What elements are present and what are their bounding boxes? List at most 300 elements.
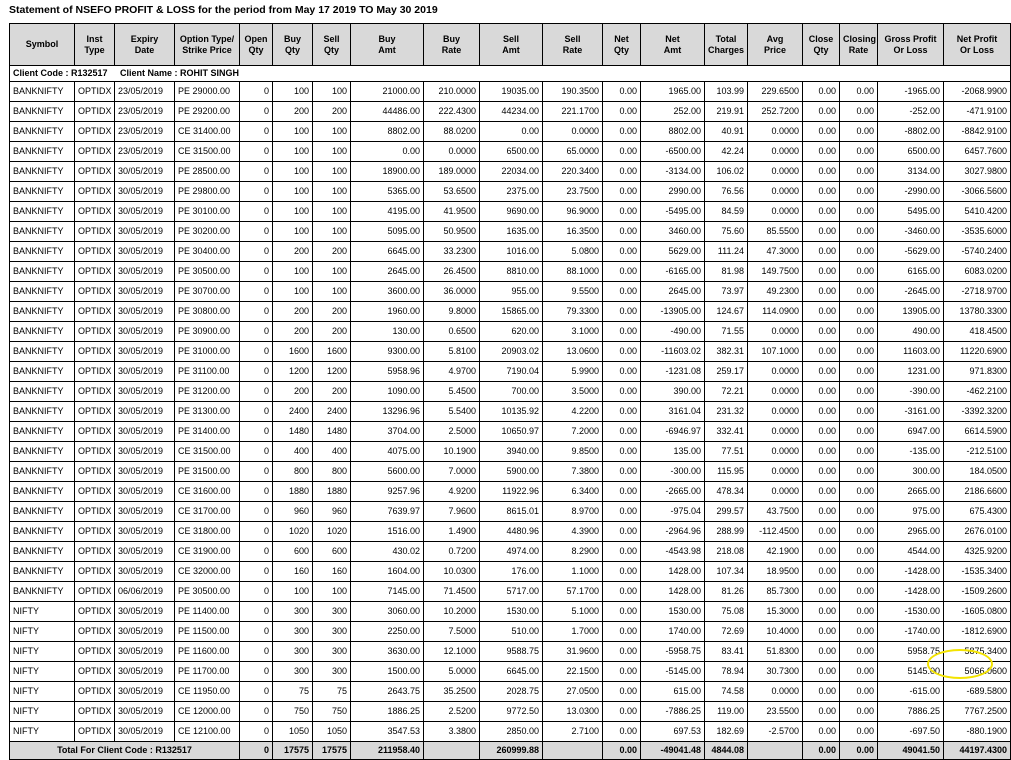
table-row (10, 402, 1011, 422)
table-cell: 51.8300 (748, 642, 803, 662)
table-cell: BANKNIFTY (10, 122, 75, 142)
table-cell: 100 (273, 182, 313, 202)
table-cell: BANKNIFTY (10, 322, 75, 342)
column-header (10, 24, 75, 66)
table-row (10, 482, 1011, 502)
table-cell: 0.00 (840, 262, 878, 282)
column-header (424, 24, 480, 66)
table-cell: 0 (240, 482, 273, 502)
table-cell: 77.51 (705, 442, 748, 462)
column-header (313, 24, 351, 66)
table-cell: 3600.00 (351, 282, 424, 302)
column-header-line: Qty (248, 44, 264, 55)
table-cell: 0.00 (840, 462, 878, 482)
table-cell: 0.00 (603, 242, 641, 262)
table-cell: 1480 (313, 422, 351, 442)
table-cell: 72.69 (705, 622, 748, 642)
table-cell: OPTIDX (75, 602, 115, 622)
table-cell: 30/05/2019 (115, 702, 175, 722)
table-cell: 0.00 (840, 442, 878, 462)
table-cell: 30/05/2019 (115, 502, 175, 522)
table-cell: 300 (273, 602, 313, 622)
client-name: Client Name : ROHIT SINGH (120, 68, 240, 78)
table-cell: 1530.00 (480, 602, 543, 622)
table-cell: 84.59 (705, 202, 748, 222)
header-row (10, 24, 1011, 66)
table-cell: 0.0000 (748, 202, 803, 222)
table-cell: 400 (313, 442, 351, 462)
table-cell: 0.0000 (748, 142, 803, 162)
table-cell: OPTIDX (75, 582, 115, 602)
table-cell: -11603.02 (641, 342, 705, 362)
table-cell: 100 (273, 202, 313, 222)
table-cell: 0.00 (840, 242, 878, 262)
table-cell: 7.3800 (543, 462, 603, 482)
table-cell: 8802.00 (641, 122, 705, 142)
total-label: Total For Client Code : R132517 (10, 742, 240, 760)
table-cell: 176.00 (480, 562, 543, 582)
table-row (10, 602, 1011, 622)
table-cell: 100 (273, 122, 313, 142)
table-cell: OPTIDX (75, 562, 115, 582)
table-cell: 30/05/2019 (115, 382, 175, 402)
table-cell: OPTIDX (75, 642, 115, 662)
table-row (10, 582, 1011, 602)
table-cell: 44234.00 (480, 102, 543, 122)
table-cell: NIFTY (10, 642, 75, 662)
table-cell: 23.7500 (543, 182, 603, 202)
table-cell: 5900.00 (480, 462, 543, 482)
table-row (10, 282, 1011, 302)
table-cell: 31.9600 (543, 642, 603, 662)
table-cell: 5629.00 (641, 242, 705, 262)
table-cell: 0.0000 (748, 322, 803, 342)
table-cell: 1050 (313, 722, 351, 742)
table-cell: -1535.3400 (944, 562, 1011, 582)
table-cell: PE 30500.00 (175, 582, 240, 602)
table-cell: 100 (273, 162, 313, 182)
table-cell: 7639.97 (351, 502, 424, 522)
table-cell: 221.1700 (543, 102, 603, 122)
table-cell: 119.00 (705, 702, 748, 722)
table-cell: 5.4500 (424, 382, 480, 402)
table-cell: 6645.00 (351, 242, 424, 262)
table-cell: -490.00 (641, 322, 705, 342)
table-cell: -8842.9100 (944, 122, 1011, 142)
table-cell: 0.00 (840, 102, 878, 122)
column-header (748, 24, 803, 66)
table-cell: 0.0000 (748, 382, 803, 402)
table-cell: OPTIDX (75, 82, 115, 102)
column-header (944, 24, 1011, 66)
table-cell: 0.00 (603, 562, 641, 582)
table-cell: 229.6500 (748, 82, 803, 102)
table-cell: 100 (273, 82, 313, 102)
table-cell: 22034.00 (480, 162, 543, 182)
table-cell: 0.00 (603, 502, 641, 522)
table-cell: NIFTY (10, 602, 75, 622)
table-cell: 0.00 (603, 122, 641, 142)
table-cell: -5740.2400 (944, 242, 1011, 262)
table-cell: 81.26 (705, 582, 748, 602)
table-cell: 0.00 (603, 462, 641, 482)
table-cell: -6946.97 (641, 422, 705, 442)
table-cell: -6500.00 (641, 142, 705, 162)
table-cell: 8.9700 (543, 502, 603, 522)
table-cell: -7886.25 (641, 702, 705, 722)
table-cell: 0.00 (840, 422, 878, 442)
table-cell: OPTIDX (75, 282, 115, 302)
table-cell: CE 31900.00 (175, 542, 240, 562)
table-cell: -2665.00 (641, 482, 705, 502)
table-cell: 0 (240, 442, 273, 462)
table-cell: PE 31500.00 (175, 462, 240, 482)
table-row (10, 542, 1011, 562)
table-cell: 106.02 (705, 162, 748, 182)
table-cell: 0.00 (840, 702, 878, 722)
table-cell: 2850.00 (480, 722, 543, 742)
table-cell: 9.5500 (543, 282, 603, 302)
table-cell: 1020 (273, 522, 313, 542)
column-header-line: Symbol (25, 39, 59, 49)
table-cell: 6947.00 (878, 422, 944, 442)
table-cell: 83.41 (705, 642, 748, 662)
table-cell: 6614.5900 (944, 422, 1011, 442)
table-cell: BANKNIFTY (10, 142, 75, 162)
table-cell: 10135.92 (480, 402, 543, 422)
table-cell: OPTIDX (75, 402, 115, 422)
table-cell: 1740.00 (641, 622, 705, 642)
table-cell: 107.34 (705, 562, 748, 582)
table-cell: 0.00 (803, 622, 840, 642)
table-cell: BANKNIFTY (10, 342, 75, 362)
table-cell: 0 (240, 462, 273, 482)
table-cell: OPTIDX (75, 502, 115, 522)
table-cell: 2990.00 (641, 182, 705, 202)
table-cell: 0.00 (603, 282, 641, 302)
table-cell: 30/05/2019 (115, 662, 175, 682)
table-cell: 5.9900 (543, 362, 603, 382)
table-cell: 1200 (313, 362, 351, 382)
table-row (10, 422, 1011, 442)
table-cell: PE 30700.00 (175, 282, 240, 302)
table-cell: 0.0000 (424, 142, 480, 162)
table-cell: PE 30400.00 (175, 242, 240, 262)
table-cell: 390.00 (641, 382, 705, 402)
table-cell: 1428.00 (641, 562, 705, 582)
table-cell: 13780.3300 (944, 302, 1011, 322)
table-cell: PE 30900.00 (175, 322, 240, 342)
table-cell: 74.58 (705, 682, 748, 702)
table-cell: 220.3400 (543, 162, 603, 182)
table-cell: 11603.00 (878, 342, 944, 362)
table-cell: 0.00 (803, 642, 840, 662)
table-cell: 0 (240, 142, 273, 162)
table-cell: 0.00 (840, 222, 878, 242)
table-cell: PE 31200.00 (175, 382, 240, 402)
table-cell: 675.4300 (944, 502, 1011, 522)
table-cell: 5875.3400 (944, 642, 1011, 662)
table-cell: 300 (313, 622, 351, 642)
table-cell: PE 28500.00 (175, 162, 240, 182)
table-cell: 0.0000 (543, 122, 603, 142)
column-header-line: Net (614, 33, 629, 44)
table-cell: PE 30500.00 (175, 262, 240, 282)
table-cell: BANKNIFTY (10, 502, 75, 522)
table-cell: 30/05/2019 (115, 522, 175, 542)
table-cell: 218.08 (705, 542, 748, 562)
table-cell: 9.8000 (424, 302, 480, 322)
table-cell: -1428.00 (878, 582, 944, 602)
table-cell: OPTIDX (75, 662, 115, 682)
column-header (75, 24, 115, 66)
table-row (10, 442, 1011, 462)
table-cell: 7.5000 (424, 622, 480, 642)
table-cell: OPTIDX (75, 522, 115, 542)
table-cell: -390.00 (878, 382, 944, 402)
table-cell: -2645.00 (878, 282, 944, 302)
table-cell: 0.00 (840, 542, 878, 562)
table-cell: 1600 (313, 342, 351, 362)
table-cell: -3161.00 (878, 402, 944, 422)
table-cell: 0.0000 (748, 362, 803, 382)
table-cell: PE 11600.00 (175, 642, 240, 662)
table-cell: 1516.00 (351, 522, 424, 542)
table-row (10, 142, 1011, 162)
table-cell: 0.00 (840, 622, 878, 642)
table-cell: 50.9500 (424, 222, 480, 242)
table-row (10, 182, 1011, 202)
table-cell: 0.00 (351, 142, 424, 162)
table-cell: 300 (273, 642, 313, 662)
table-row (10, 462, 1011, 482)
table-cell: PE 31400.00 (175, 422, 240, 442)
table-cell: 135.00 (641, 442, 705, 462)
table-cell: OPTIDX (75, 542, 115, 562)
table-cell: 0 (240, 522, 273, 542)
table-cell: BANKNIFTY (10, 242, 75, 262)
table-cell: 0.00 (840, 122, 878, 142)
table-cell: OPTIDX (75, 142, 115, 162)
table-cell: 0.00 (803, 102, 840, 122)
table-cell: 8810.00 (480, 262, 543, 282)
table-cell: 30/05/2019 (115, 362, 175, 382)
table-cell: 1604.00 (351, 562, 424, 582)
column-header-line: Date (134, 44, 155, 55)
table-cell: 30/05/2019 (115, 282, 175, 302)
table-cell: 200 (273, 382, 313, 402)
table-cell: 30/05/2019 (115, 342, 175, 362)
table-cell: 19035.00 (480, 82, 543, 102)
table-cell: 190.3500 (543, 82, 603, 102)
table-cell: 10.4000 (748, 622, 803, 642)
table-cell: 114.0900 (748, 302, 803, 322)
table-cell: 9690.00 (480, 202, 543, 222)
table-cell: 0 (240, 622, 273, 642)
column-header-line: Sell (323, 33, 340, 44)
table-cell: 4480.96 (480, 522, 543, 542)
table-cell: 418.4500 (944, 322, 1011, 342)
total-sell-qty: 17575 (313, 742, 351, 760)
table-cell: 0.00 (803, 522, 840, 542)
table-cell: 0 (240, 662, 273, 682)
table-cell: 0.00 (803, 542, 840, 562)
table-cell: -135.00 (878, 442, 944, 462)
table-row (10, 562, 1011, 582)
table-cell: 13.0600 (543, 342, 603, 362)
table-cell: 0 (240, 722, 273, 742)
table-cell: 11220.6900 (944, 342, 1011, 362)
table-cell: OPTIDX (75, 222, 115, 242)
table-cell: -5958.75 (641, 642, 705, 662)
table-row (10, 262, 1011, 282)
table-cell: 7886.25 (878, 702, 944, 722)
table-cell: 12.1000 (424, 642, 480, 662)
table-cell: 478.34 (705, 482, 748, 502)
table-cell: 750 (313, 702, 351, 722)
table-row (10, 662, 1011, 682)
table-cell: 0 (240, 542, 273, 562)
table-cell: -252.00 (878, 102, 944, 122)
table-cell: 0.00 (803, 582, 840, 602)
table-cell: 0.00 (603, 602, 641, 622)
table-cell: -462.2100 (944, 382, 1011, 402)
table-cell: 103.99 (705, 82, 748, 102)
table-cell: 0.0000 (748, 122, 803, 142)
table-cell: 231.32 (705, 402, 748, 422)
table-cell: 15865.00 (480, 302, 543, 322)
table-cell: CE 12100.00 (175, 722, 240, 742)
table-cell: 30/05/2019 (115, 222, 175, 242)
table-cell: -1509.2600 (944, 582, 1011, 602)
table-cell: 300.00 (878, 462, 944, 482)
table-cell: 0.00 (840, 582, 878, 602)
table-cell: 0.00 (603, 342, 641, 362)
total-gross-pl: 49041.50 (878, 742, 944, 760)
table-cell: 2965.00 (878, 522, 944, 542)
table-row (10, 342, 1011, 362)
table-cell: 30/05/2019 (115, 442, 175, 462)
report-title: Statement of NSEFO PROFIT & LOSS for the period from May 17 2019 TO May 30 2019 (9, 4, 438, 16)
table-cell: 22.1500 (543, 662, 603, 682)
table-cell: 0 (240, 282, 273, 302)
table-cell: 21000.00 (351, 82, 424, 102)
table-cell: 3630.00 (351, 642, 424, 662)
table-cell: 11922.96 (480, 482, 543, 502)
table-row (10, 362, 1011, 382)
table-cell: CE 31800.00 (175, 522, 240, 542)
column-header-line: Avg (766, 33, 784, 44)
table-cell: 47.3000 (748, 242, 803, 262)
table-cell: 5958.75 (878, 642, 944, 662)
total-close-qty: 0.00 (803, 742, 840, 760)
table-cell: 0.00 (803, 162, 840, 182)
table-cell: 0.00 (603, 682, 641, 702)
table-cell: 20903.02 (480, 342, 543, 362)
table-cell: -1231.08 (641, 362, 705, 382)
table-cell: 0.00 (803, 122, 840, 142)
table-cell: -1428.00 (878, 562, 944, 582)
column-header-line: Closing (843, 33, 876, 44)
table-cell: OPTIDX (75, 162, 115, 182)
table-cell: 189.0000 (424, 162, 480, 182)
table-cell: -1605.0800 (944, 602, 1011, 622)
table-cell: 1965.00 (641, 82, 705, 102)
table-cell: 9257.96 (351, 482, 424, 502)
table-cell: 0 (240, 222, 273, 242)
column-header (840, 24, 878, 66)
table-cell: 0.00 (803, 722, 840, 742)
total-sell-rate (543, 742, 603, 760)
table-cell: 2028.75 (480, 682, 543, 702)
table-cell: 200 (273, 102, 313, 122)
table-cell: 100 (313, 122, 351, 142)
table-cell: 0.00 (840, 162, 878, 182)
table-cell: 149.7500 (748, 262, 803, 282)
table-cell: BANKNIFTY (10, 482, 75, 502)
table-cell: 30/05/2019 (115, 622, 175, 642)
table-cell: 620.00 (480, 322, 543, 342)
column-header-line: Qty (613, 44, 629, 55)
table-cell: 182.69 (705, 722, 748, 742)
column-header-line: Amt (663, 44, 682, 55)
table-cell: 1635.00 (480, 222, 543, 242)
table-cell: 5.0000 (424, 662, 480, 682)
table-cell: 0.00 (603, 702, 641, 722)
table-cell: 750 (273, 702, 313, 722)
table-cell: 0.00 (840, 402, 878, 422)
table-cell: 30/05/2019 (115, 402, 175, 422)
table-cell: 3.3800 (424, 722, 480, 742)
table-cell: OPTIDX (75, 322, 115, 342)
table-cell: 65.0000 (543, 142, 603, 162)
table-cell: 0.00 (480, 122, 543, 142)
table-cell: OPTIDX (75, 342, 115, 362)
table-cell: -13905.00 (641, 302, 705, 322)
table-cell: 5495.00 (878, 202, 944, 222)
table-cell: 0.00 (603, 222, 641, 242)
table-cell: 100 (273, 282, 313, 302)
table-cell: OPTIDX (75, 462, 115, 482)
table-cell: 76.56 (705, 182, 748, 202)
column-header-line: Sell (502, 33, 519, 44)
table-cell: 0.00 (840, 662, 878, 682)
table-cell: 1.4900 (424, 522, 480, 542)
table-cell: -8802.00 (878, 122, 944, 142)
table-cell: 3134.00 (878, 162, 944, 182)
column-header-line: Buy (283, 33, 301, 44)
column-header-line: Qty (284, 44, 300, 55)
table-cell: 0 (240, 402, 273, 422)
table-cell: 85.7300 (748, 582, 803, 602)
table-cell: 0.00 (840, 302, 878, 322)
table-cell: 0.00 (603, 482, 641, 502)
table-cell: 7145.00 (351, 582, 424, 602)
table-cell: 1020 (313, 522, 351, 542)
table-cell: 88.1000 (543, 262, 603, 282)
table-cell: 0.00 (803, 242, 840, 262)
table-cell: -1740.00 (878, 622, 944, 642)
column-header-line: Rate (562, 44, 583, 55)
table-cell: 23/05/2019 (115, 142, 175, 162)
table-cell: 0.00 (803, 202, 840, 222)
table-cell: 490.00 (878, 322, 944, 342)
table-cell: 18900.00 (351, 162, 424, 182)
table-cell: -697.50 (878, 722, 944, 742)
table-cell: 1090.00 (351, 382, 424, 402)
table-cell: 88.0200 (424, 122, 480, 142)
table-cell: 100 (313, 142, 351, 162)
